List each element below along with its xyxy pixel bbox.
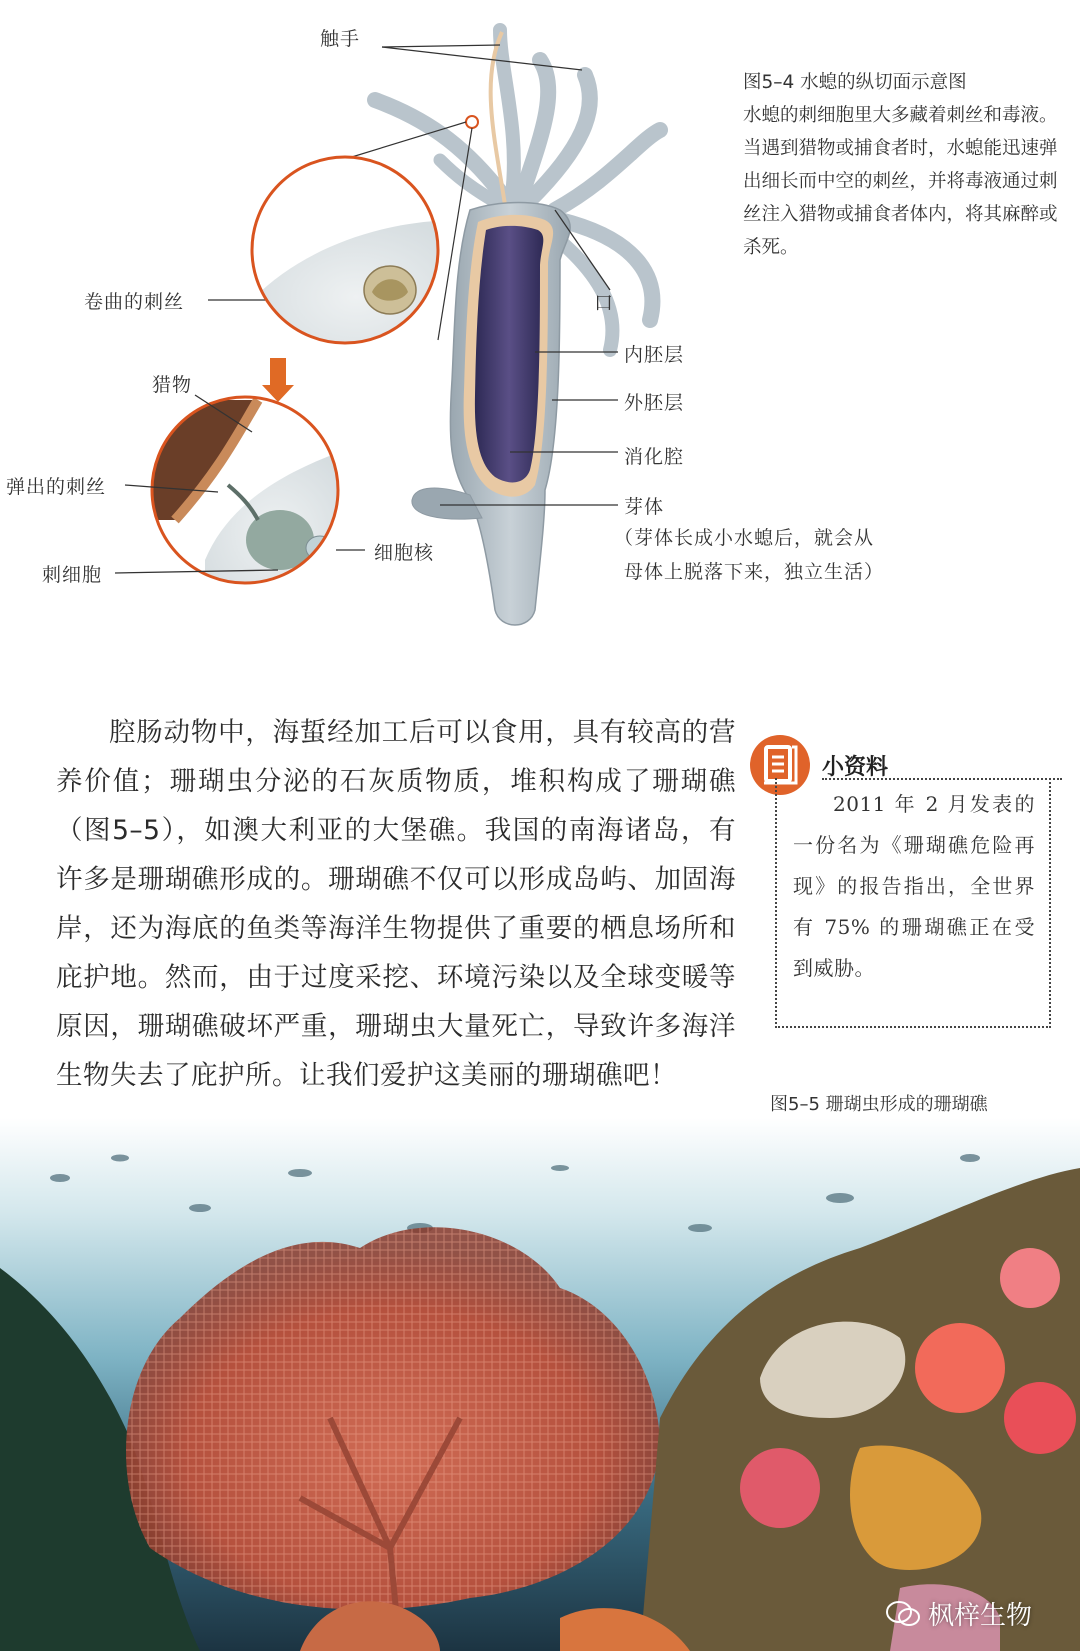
magnified-circle-top [252, 157, 460, 360]
arrow-icon [262, 358, 294, 402]
figure-5-5-caption: 图5–5 珊瑚虫形成的珊瑚礁 [770, 1094, 988, 1115]
figure-5-4-caption [743, 66, 1063, 264]
watermark [886, 1595, 1032, 1632]
label-ectoderm: 外胚层 [624, 392, 685, 414]
label-bud: 芽体 [624, 496, 665, 518]
label-endoderm: 内胚层 [624, 344, 685, 366]
figure-5-4-description: 水螅的刺细胞里大多藏着刺丝和毒液。当遇到猎物或捕食者时，水螅能迅速弹出细长而中空的刺丝，并将毒液通过刺丝注入猎物或捕食者体内，将其麻醉或杀死。 [743, 105, 1058, 258]
sidebar-text: 2011 年 2 月发表的一份名为《珊瑚礁危险再现》的报告指出，全世界有 75% 的珊瑚礁正在受到威胁。 [793, 792, 1035, 980]
label-mouth: 口 [594, 292, 615, 314]
coral-reef-photo [0, 1118, 1080, 1651]
label-nucleus: 细胞核 [374, 542, 435, 564]
wechat-icon [886, 1600, 920, 1628]
label-ejected-thread: 弹出的刺丝 [6, 476, 107, 498]
figure-5-4-title: 图5–4 水螅的纵切面示意图 [743, 72, 967, 93]
label-tentacle: 触手 [320, 28, 361, 50]
label-digestive-cavity: 消化腔 [624, 446, 685, 468]
magnified-circle-bottom [150, 397, 345, 600]
digestive-cavity-shape [475, 226, 543, 483]
label-bud-note-1: （芽体长成小水螅后，就会从 [614, 527, 875, 549]
sidebar-title: 小资料 [822, 755, 889, 780]
label-bud-note-2: 母体上脱落下来，独立生活） [624, 561, 885, 583]
main-paragraph: 腔肠动物中，海蜇经加工后可以食用，具有较高的营养价值；珊瑚虫分泌的石灰质物质，堆积构成了珊瑚礁（图5–5），如澳大利亚的大堡礁。我国的南海诸岛，有许多是珊瑚礁形成的。珊瑚礁不仅可以形成岛屿、加固海岸，还为海底的鱼类等海洋生物提供了重要的栖息场所和庇护地。然而，由于过度采挖、环境污染以及全球变暖等原因，珊瑚礁破坏严重，珊瑚虫大量死亡，导致许多海洋生物失去了庇护所。让我们爱护这美丽的珊瑚礁吧！ [56, 717, 736, 1091]
watermark-text: 枫梓生物 [928, 1601, 1033, 1631]
label-prey: 猎物 [152, 374, 193, 396]
label-coiled-thread: 卷曲的刺丝 [84, 291, 185, 313]
label-cnidocyte: 刺细胞 [42, 564, 103, 586]
